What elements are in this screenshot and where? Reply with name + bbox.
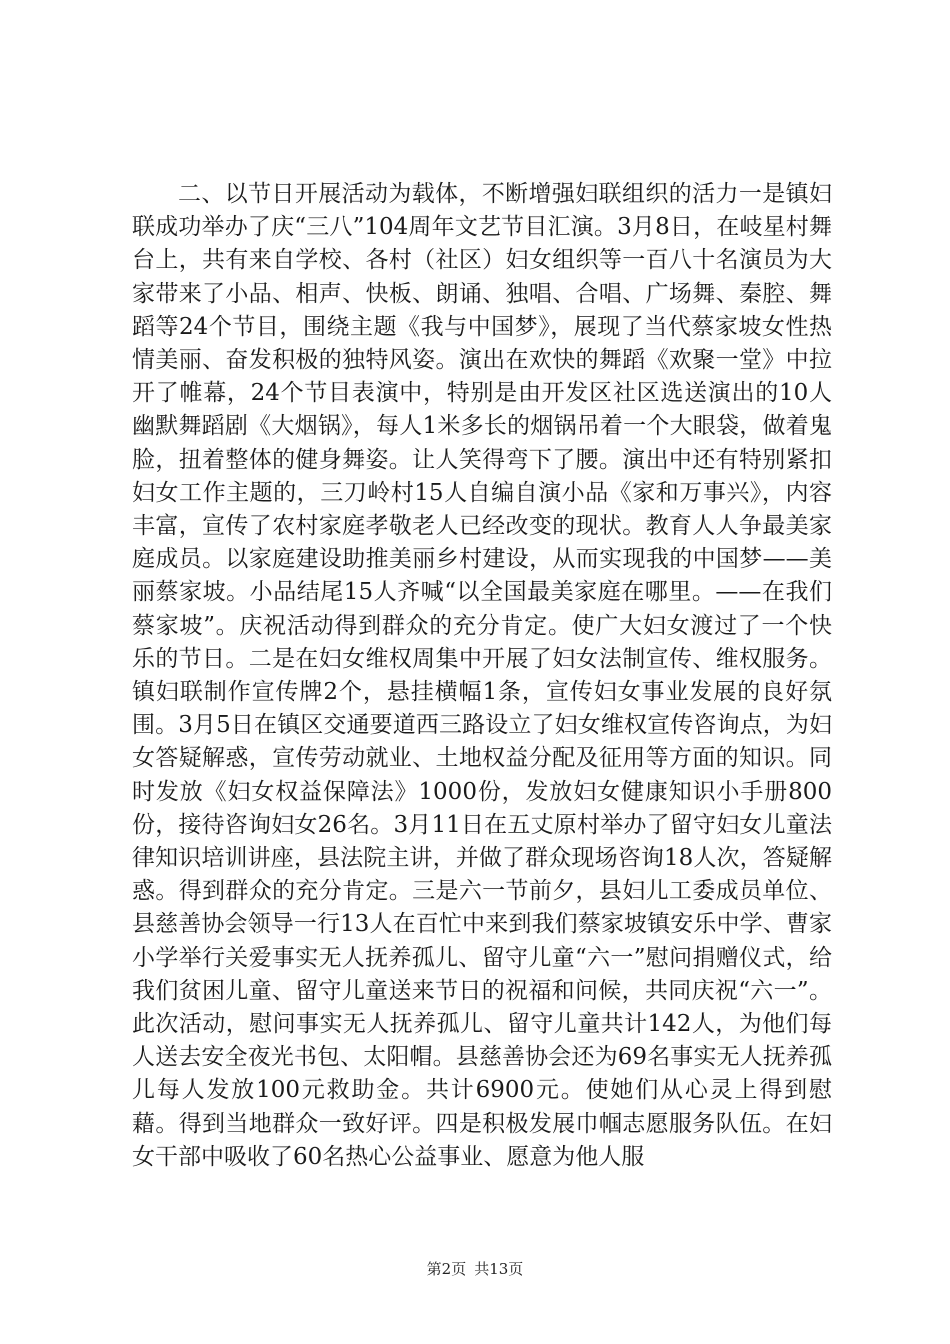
page-total: 共13页 bbox=[474, 1260, 524, 1278]
page-footer bbox=[0, 1258, 950, 1279]
page-number: 第2页 bbox=[426, 1260, 467, 1278]
body-paragraph: 二、以节日开展活动为载体，不断增强妇联组织的活力一是镇妇联成功举办了庆“三八”104周年文艺节目汇演。3月8日，在岐星村舞台上，共有来自学校、各村（社区）妇女组织等一百八十名演员为大家带来了小品、相声、快板、朗诵、独唱、合唱、广场舞、秦腔、舞蹈等24个节目，围绕主题《我与中国梦》，展现了当代蔡家坡女性热情美丽、奋发积极的独特风姿。演出在欢快的舞蹈《欢聚一堂》中拉开了帷幕，24个节目表演中，特别是由开发区社区选送演出的10人幽默舞蹈剧《大烟锅》，每人1米多长的烟锅吊着一个大眼袋，做着鬼脸，扭着整体的健身舞姿。让人笑得弯下了腰。演出中还有特别紧扣妇女工作主题的，三刀岭村15人自编自演小品《家和万事兴》，内容丰富，宣传了农村家庭孝敬老人已经改变的现状。教育人人争最美家庭成员。以家庭建设助推美丽乡村建设，从而实现我的中国梦——美丽蔡家坡。小品结尾15人齐喊“以全国最美家庭在哪里。——在我们蔡家坡”。庆祝活动得到群众的充分肯定。使广大妇女渡过了一个快乐的节日。二是在妇女维权周集中开展了妇女法制宣传、维权服务。镇妇联制作宣传牌2个，悬挂横幅1条，宣传妇女事业发展的良好氛围。3月5日在镇区交通要道西三路设立了妇女维权宣传咨询点，为妇女答疑解惑，宣传劳动就业、土地权益分配及征用等方面的知识。同时发放《妇女权益保障法》1000份，发放妇女健康知识小手册800份，接待咨询妇女26名。3月11日在五丈原村举办了留守妇女儿童法律知识培训讲座，县法院主讲，并做了群众现场咨询18人次，答疑解惑。得到群众的充分肯定。三是六一节前夕，县妇儿工委成员单位、县慈善协会领导一行13人在百忙中来到我们蔡家坡镇安乐中学、曹家小学举行关爱事实无人抚养孤儿、留守儿童“六一”慰问捐赠仪式，给我们贫困儿童、留守儿童送来节日的祝福和问候，共同庆祝“六一”。此次活动，慰问事实无人抚养孤儿、留守儿童共计142人，为他们每人送去安全夜光书包、太阳帽。县慈善协会还为69名事实无人抚养孤儿每人发放100元救助金。共计6900元。使她们从心灵上得到慰藉。得到当地群众一致好评。四是积极发展巾帼志愿服务队伍。在妇女干部中吸收了60名热心公益事业、愿意为他人服 bbox=[132, 181, 832, 1170]
